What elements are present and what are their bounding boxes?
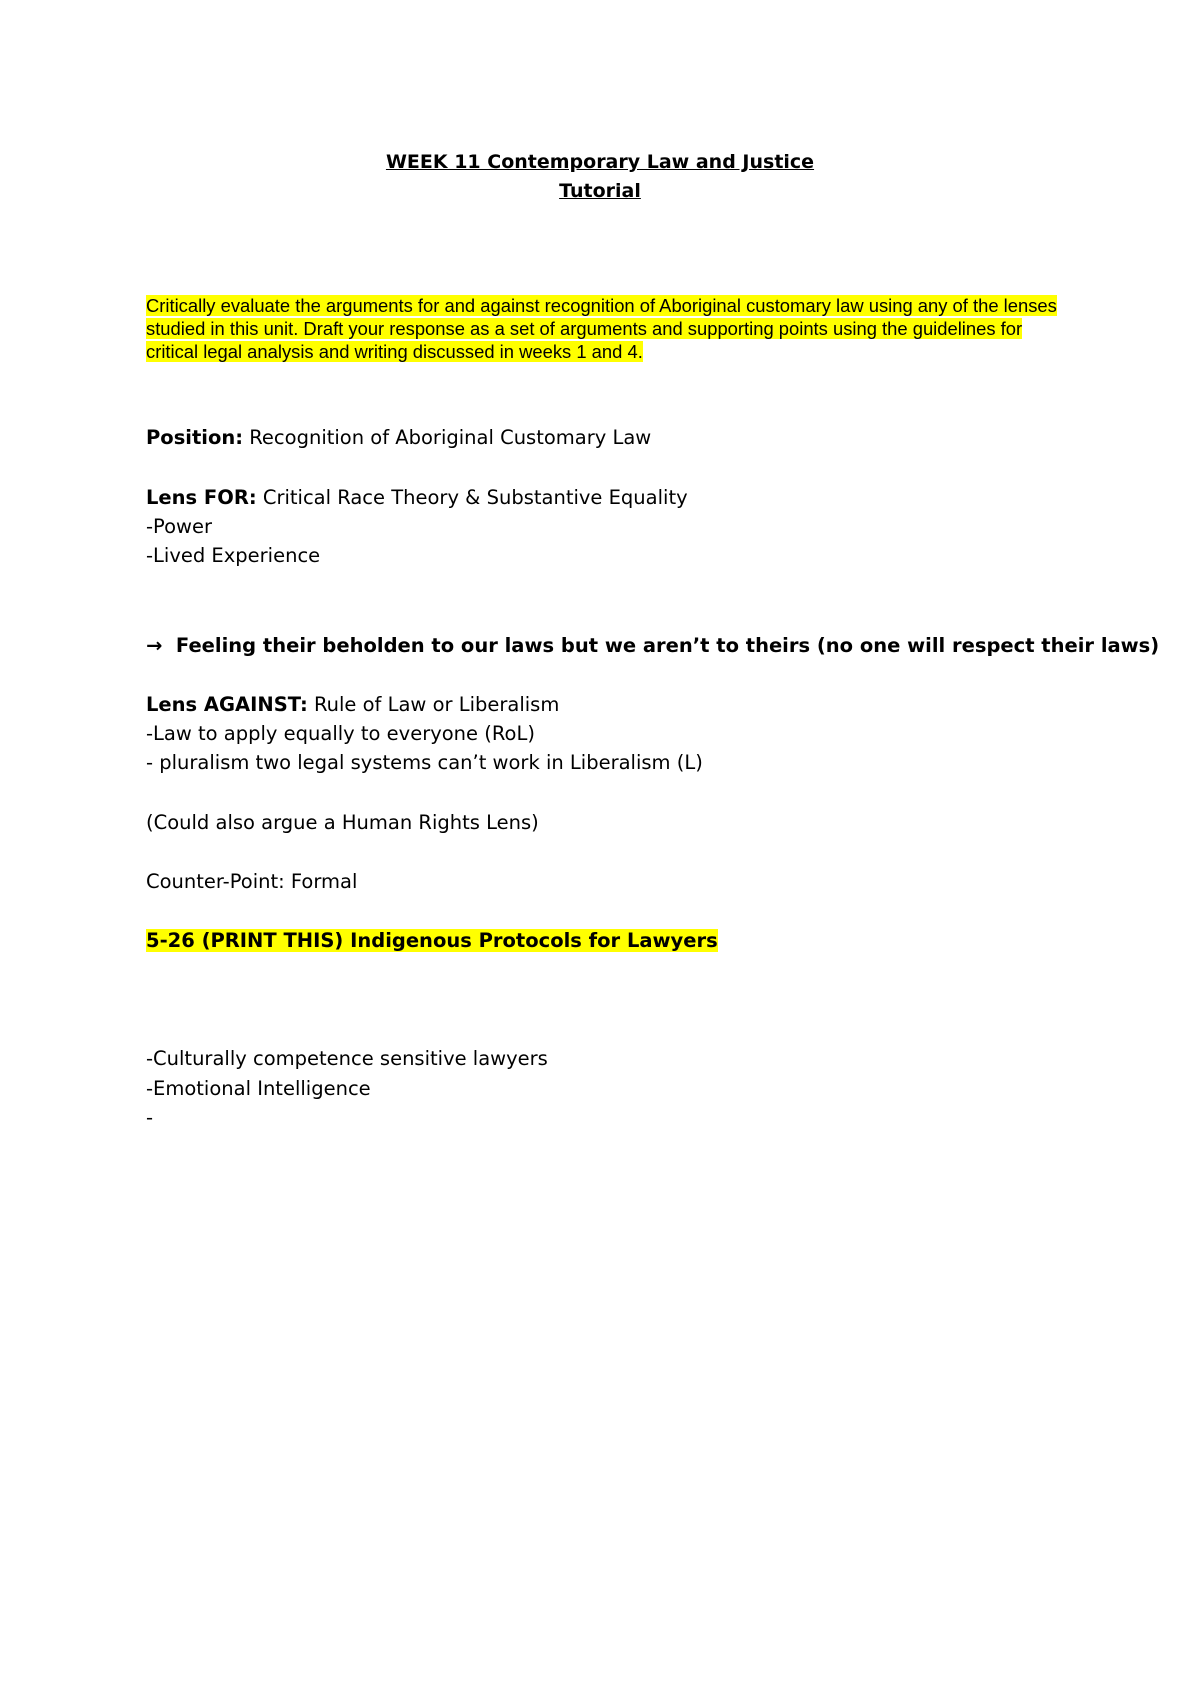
human-rights-note: (Could also argue a Human Rights Lens) bbox=[146, 811, 539, 834]
bullet-2: -Emotional Intelligence bbox=[146, 1077, 371, 1100]
lens-against-label: Lens AGAINST: bbox=[146, 693, 308, 716]
position-value: Recognition of Aboriginal Customary Law bbox=[243, 426, 652, 449]
position-line bbox=[146, 424, 651, 452]
print-note: 5-26 (PRINT THIS) Indigenous Protocols for Lawyers bbox=[146, 929, 718, 952]
title-line-2: Tutorial bbox=[559, 180, 641, 202]
bullet-3: - bbox=[146, 1106, 154, 1129]
lens-for-point-1: -Power bbox=[146, 515, 212, 538]
lens-against-line bbox=[146, 691, 559, 719]
arrow-text: Feeling their beholden to our laws but we aren’t to theirs (no one will respect their laws) bbox=[162, 634, 1160, 657]
position-label: Position: bbox=[146, 426, 244, 449]
counter-point: Counter-Point: Formal bbox=[146, 870, 358, 893]
lens-against-point-2: - pluralism two legal systems can’t work in Liberalism (L) bbox=[146, 751, 703, 774]
arrow-line bbox=[146, 632, 1159, 660]
lens-against-point-1: -Law to apply equally to everyone (RoL) bbox=[146, 722, 535, 745]
title-line-1: WEEK 11 Contemporary Law and Justice bbox=[385, 151, 815, 173]
tutorial-prompt bbox=[146, 294, 1076, 363]
lens-for-label: Lens FOR: bbox=[146, 486, 257, 509]
bullet-1: -Culturally competence sensitive lawyers bbox=[146, 1047, 548, 1070]
highlighted-prompt-text: Critically evaluate the arguments for and against recognition of Aboriginal customary law using any of the lenses studied in this unit. Draft your response as a set of arguments and supporting points using the guidelines for critical legal analysis and writing discussed in weeks 1 and 4. bbox=[146, 295, 1057, 362]
arrow-right-icon: → bbox=[146, 634, 163, 657]
lens-against-value: Rule of Law or Liberalism bbox=[307, 693, 560, 716]
document-title bbox=[0, 148, 1200, 206]
lens-for-point-2: -Lived Experience bbox=[146, 544, 321, 567]
print-note-line bbox=[146, 927, 718, 955]
lens-for-value: Critical Race Theory & Substantive Equality bbox=[256, 486, 688, 509]
lens-for-line bbox=[146, 484, 688, 512]
